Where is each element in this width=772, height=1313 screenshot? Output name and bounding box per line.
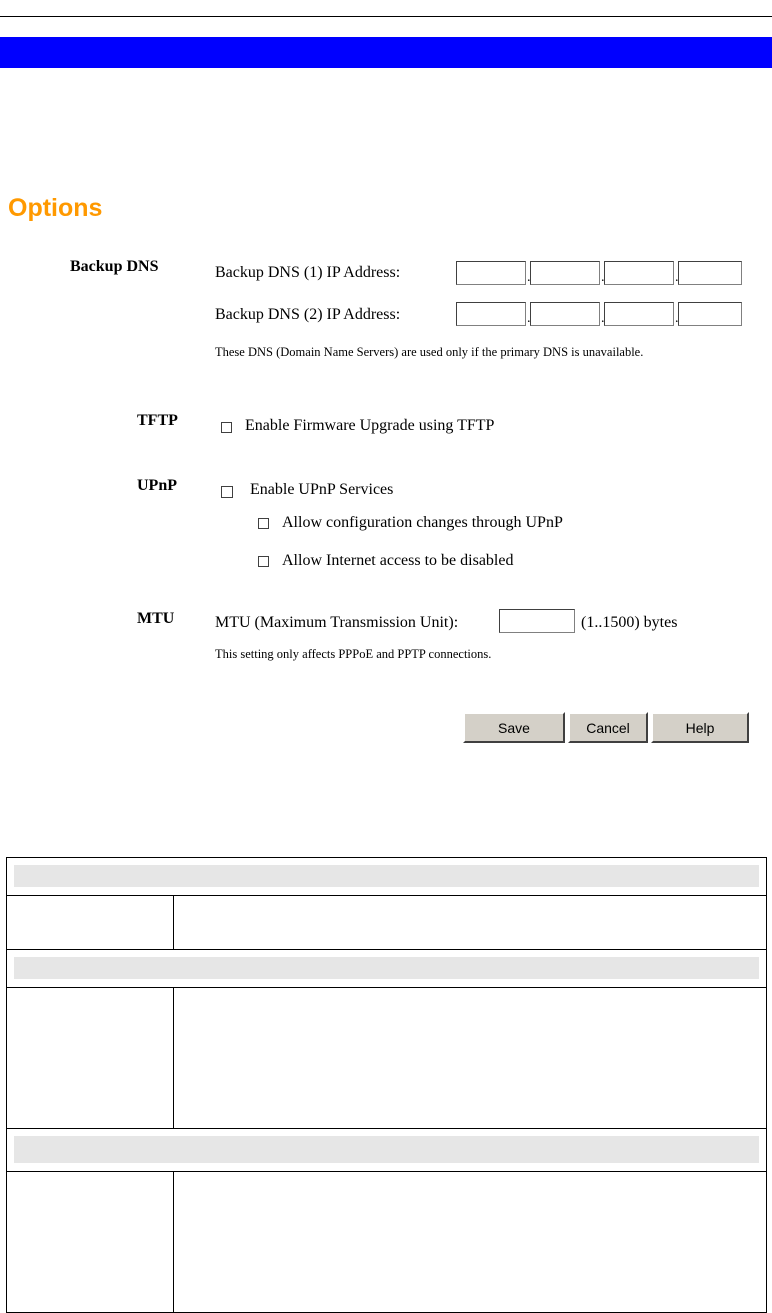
dns2-octet-3-input[interactable]: [604, 302, 674, 326]
save-button[interactable]: Save: [463, 712, 565, 743]
section-banner: [0, 37, 772, 68]
mtu-label: MTU: [137, 610, 175, 627]
dns2-label: Backup DNS (2) IP Address:: [215, 306, 401, 323]
upnp-allow-internet-label: Allow Internet access to be disabled: [282, 552, 514, 569]
mtu-note: This setting only affects PPPoE and PPTP connections.: [215, 647, 492, 661]
upnp-allow-internet-checkbox[interactable]: [258, 556, 269, 567]
dns2-dot-2: .: [601, 311, 605, 326]
table-column-divider: [173, 1171, 174, 1313]
mtu-range-text: (1..1500) bytes: [581, 614, 678, 631]
dns1-octet-2-input[interactable]: [530, 261, 600, 285]
table-column-divider: [173, 895, 174, 949]
dns2-dot-3: .: [675, 311, 679, 326]
tftp-checkbox-label: Enable Firmware Upgrade using TFTP: [245, 417, 495, 434]
upnp-label: UPnP: [137, 477, 177, 494]
mtu-field-label: MTU (Maximum Transmission Unit):: [215, 614, 459, 631]
upnp-allow-config-label: Allow configuration changes through UPnP: [282, 514, 563, 531]
backup-dns-label: Backup DNS: [70, 258, 159, 275]
options-title: Options: [8, 194, 103, 222]
table-section-header: [6, 857, 767, 895]
page-header-rule: [0, 16, 772, 17]
dns1-label: Backup DNS (1) IP Address:: [215, 264, 401, 281]
dns2-octet-4-input[interactable]: [678, 302, 742, 326]
upnp-allow-config-checkbox[interactable]: [258, 518, 269, 529]
backup-dns-note: These DNS (Domain Name Servers) are used only if the primary DNS is unavailable.: [215, 345, 644, 359]
dns2-octet-1-input[interactable]: [456, 302, 526, 326]
dns1-dot-3: .: [675, 270, 679, 285]
dns1-octet-3-input[interactable]: [604, 261, 674, 285]
dns2-dot-1: .: [527, 311, 531, 326]
tftp-checkbox[interactable]: [221, 422, 232, 433]
tftp-label: TFTP: [137, 412, 178, 429]
table-row: [6, 895, 767, 949]
upnp-enable-checkbox[interactable]: [221, 486, 233, 498]
dns1-octet-1-input[interactable]: [456, 261, 526, 285]
dns1-octet-4-input[interactable]: [678, 261, 742, 285]
table-row: [6, 1171, 767, 1313]
mtu-input[interactable]: [499, 609, 575, 633]
table-row: [6, 987, 767, 1128]
upnp-enable-label: Enable UPnP Services: [250, 481, 394, 498]
cancel-button[interactable]: Cancel: [568, 712, 648, 743]
table-column-divider: [173, 987, 174, 1128]
help-button[interactable]: Help: [651, 712, 749, 743]
dns2-octet-2-input[interactable]: [530, 302, 600, 326]
table-section-header: [6, 949, 767, 987]
dns1-dot-2: .: [601, 270, 605, 285]
table-section-header: [6, 1128, 767, 1171]
dns1-dot-1: .: [527, 270, 531, 285]
